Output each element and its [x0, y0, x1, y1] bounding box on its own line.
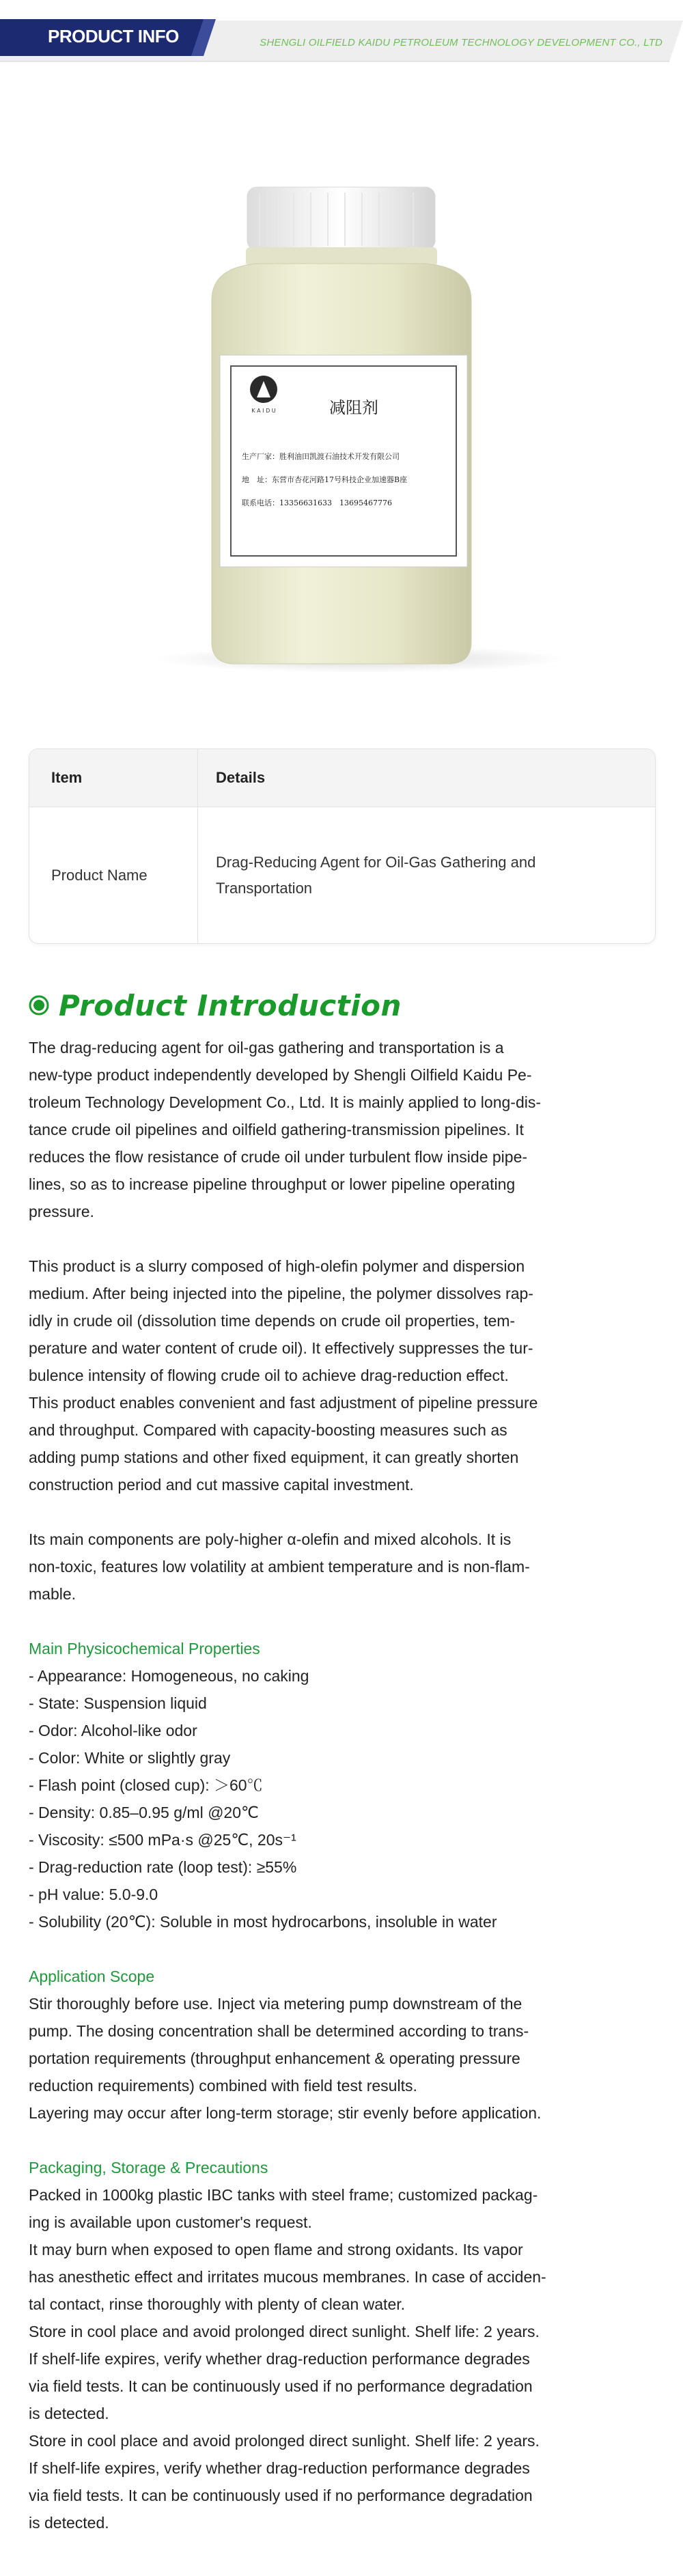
- text-line: idly in crude oil (dissolution time depends on crude oil properties, tem-: [29, 1312, 516, 1330]
- text-line: non-toxic, features low volatility at ambient temperature and is non-flam-: [29, 1558, 530, 1576]
- text-line: new-type product independently developed by Shengli Oilfield Kaidu Pe-: [29, 1066, 532, 1084]
- logo-text: K A I D U: [251, 408, 276, 414]
- property-item: - Drag-reduction rate (loop test): ≥55%: [29, 1858, 297, 1876]
- text-line: is detected.: [29, 2405, 109, 2422]
- text-line: Store in cool place and avoid prolonged direct sunlight. Shelf life: 2 years.: [29, 2323, 540, 2340]
- intro-paragraph-1: [29, 1034, 654, 1225]
- product-table: [29, 748, 656, 944]
- text-line: If shelf-life expires, verify whether drag-reduction performance degrades: [29, 2350, 530, 2368]
- text-line: is detected.: [29, 2514, 109, 2532]
- label-address: 地 址：东营市杏花河路17号科技企业加速器B座: [242, 475, 408, 484]
- text-line: Stir thoroughly before use. Inject via metering pump downstream of the: [29, 1995, 522, 2013]
- property-item: - Appearance: Homogeneous, no caking: [29, 1667, 309, 1685]
- intro-paragraph-2: [29, 1252, 654, 1498]
- text-line: portation requirements (throughput enhancement & operating pressure: [29, 2049, 520, 2067]
- text-line: via field tests. It can be continuously used if no performance degradation: [29, 2377, 533, 2395]
- row-item: Product Name: [29, 807, 198, 944]
- property-item: - Density: 0.85–0.95 g/ml @20℃: [29, 1804, 259, 1821]
- text-line: Store in cool place and avoid prolonged direct sunlight. Shelf life: 2 years.: [29, 2432, 540, 2450]
- packaging-text: [29, 2181, 654, 2536]
- section-title: Product Introduction: [59, 988, 402, 1022]
- text-line: Packed in 1000kg plastic IBC tanks with steel frame; customized packag-: [29, 2186, 538, 2204]
- application-heading: Application Scope: [29, 1968, 155, 1985]
- intro-paragraph-3: [29, 1526, 654, 1608]
- text-line: and throughput. Compared with capacity-boosting measures such as: [29, 1421, 507, 1439]
- text-line: lines, so as to increase pipeline throughput or lower pipeline operating: [29, 1175, 516, 1193]
- text-line: construction period and cut massive capital investment.: [29, 1476, 414, 1494]
- label-title: 减阻剂: [329, 398, 378, 417]
- property-item: - Solubility (20℃): Soluble in most hydrocarbons, insoluble in water: [29, 1913, 497, 1931]
- text-line: perature and water content of crude oil). It effectively suppresses the tur-: [29, 1339, 533, 1357]
- property-item: - Color: White or slightly gray: [29, 1749, 231, 1767]
- text-line: pump. The dosing concentration shall be determined according to trans-: [29, 2022, 529, 2040]
- text-line: It may burn when exposed to open flame and strong oxidants. Its vapor: [29, 2241, 523, 2258]
- header-details: Details: [216, 769, 266, 786]
- text-line: Its main components are poly-higher α-olefin and mixed alcohols. It is: [29, 1530, 512, 1548]
- text-line: mable.: [29, 1585, 76, 1603]
- text-line: This product enables convenient and fast adjustment of pipeline pressure: [29, 1394, 538, 1412]
- property-item: - pH value: 5.0-9.0: [29, 1886, 158, 1903]
- label-phone: 联系电话：13356631633 13695467776: [242, 499, 392, 507]
- text-line: troleum Technology Development Co., Ltd. It is mainly applied to long-dis-: [29, 1093, 542, 1111]
- text-line: adding pump stations and other fixed equipment, it can greatly shorten: [29, 1448, 519, 1466]
- packaging-heading: Packaging, Storage & Precautions: [29, 2159, 268, 2176]
- text-line: bulence intensity of flowing crude oil to achieve drag-reduction effect.: [29, 1367, 509, 1384]
- header-item: Item: [29, 749, 198, 807]
- property-item: - Odor: Alcohol-like odor: [29, 1722, 197, 1739]
- properties-heading: Main Physicochemical Properties: [29, 1640, 260, 1657]
- text-line: via field tests. It can be continuously used if no performance degradation: [29, 2487, 533, 2504]
- application-text: [29, 1990, 654, 2127]
- header-title: PRODUCT INFO: [48, 26, 179, 46]
- text-line: If shelf-life expires, verify whether drag-reduction performance degrades: [29, 2459, 530, 2477]
- header-company-name: SHENGLI OILFIELD KAIDU PETROLEUM TECHNOLOGY DEVELOPMENT CO., LTD: [260, 37, 663, 48]
- text-line: tal contact, rinse thoroughly with plenty of clean water.: [29, 2295, 406, 2313]
- property-item: - Flash point (closed cup): ＞60℃: [29, 1776, 263, 1794]
- table-header-row: [29, 749, 655, 807]
- text-line: tance crude oil pipelines and oilfield gathering-transmission pipelines. It: [29, 1121, 524, 1138]
- text-line: This product is a slurry composed of high-olefin polymer and dispersion: [29, 1257, 525, 1275]
- text-line: The drag-reducing agent for oil-gas gathering and transportation is a: [29, 1039, 504, 1056]
- properties-list: [29, 1662, 654, 1935]
- text-line: Layering may occur after long-term storage; stir evenly before application.: [29, 2104, 542, 2122]
- section-heading: [29, 985, 402, 1026]
- text-line: medium. After being injected into the pipeline, the polymer dissolves rap-: [29, 1285, 533, 1302]
- green-dot-icon: [29, 995, 49, 1016]
- text-line: reduces the flow resistance of crude oil under turbulent flow inside pipe-: [29, 1148, 528, 1166]
- product-bottle-image: [41, 130, 642, 676]
- row-details: Drag-Reducing Agent for Oil-Gas Gathering and Transportation: [216, 854, 536, 897]
- text-line: has anesthetic effect and irritates mucous membranes. In case of acciden-: [29, 2268, 546, 2286]
- label-manufacturer: 生产厂家：胜利油田凯渡石油技术开发有限公司: [242, 452, 400, 461]
- page-header: [0, 0, 683, 68]
- text-line: ing is available upon customer's request.: [29, 2213, 312, 2231]
- text-line: reduction requirements) combined with field test results.: [29, 2077, 417, 2095]
- text-line: pressure.: [29, 1203, 94, 1220]
- table-row: [29, 807, 655, 944]
- product-introduction-content: [29, 1034, 654, 2536]
- property-item: - Viscosity: ≤500 mPa·s @25℃, 20s⁻¹: [29, 1831, 296, 1849]
- property-item: - State: Suspension liquid: [29, 1694, 207, 1712]
